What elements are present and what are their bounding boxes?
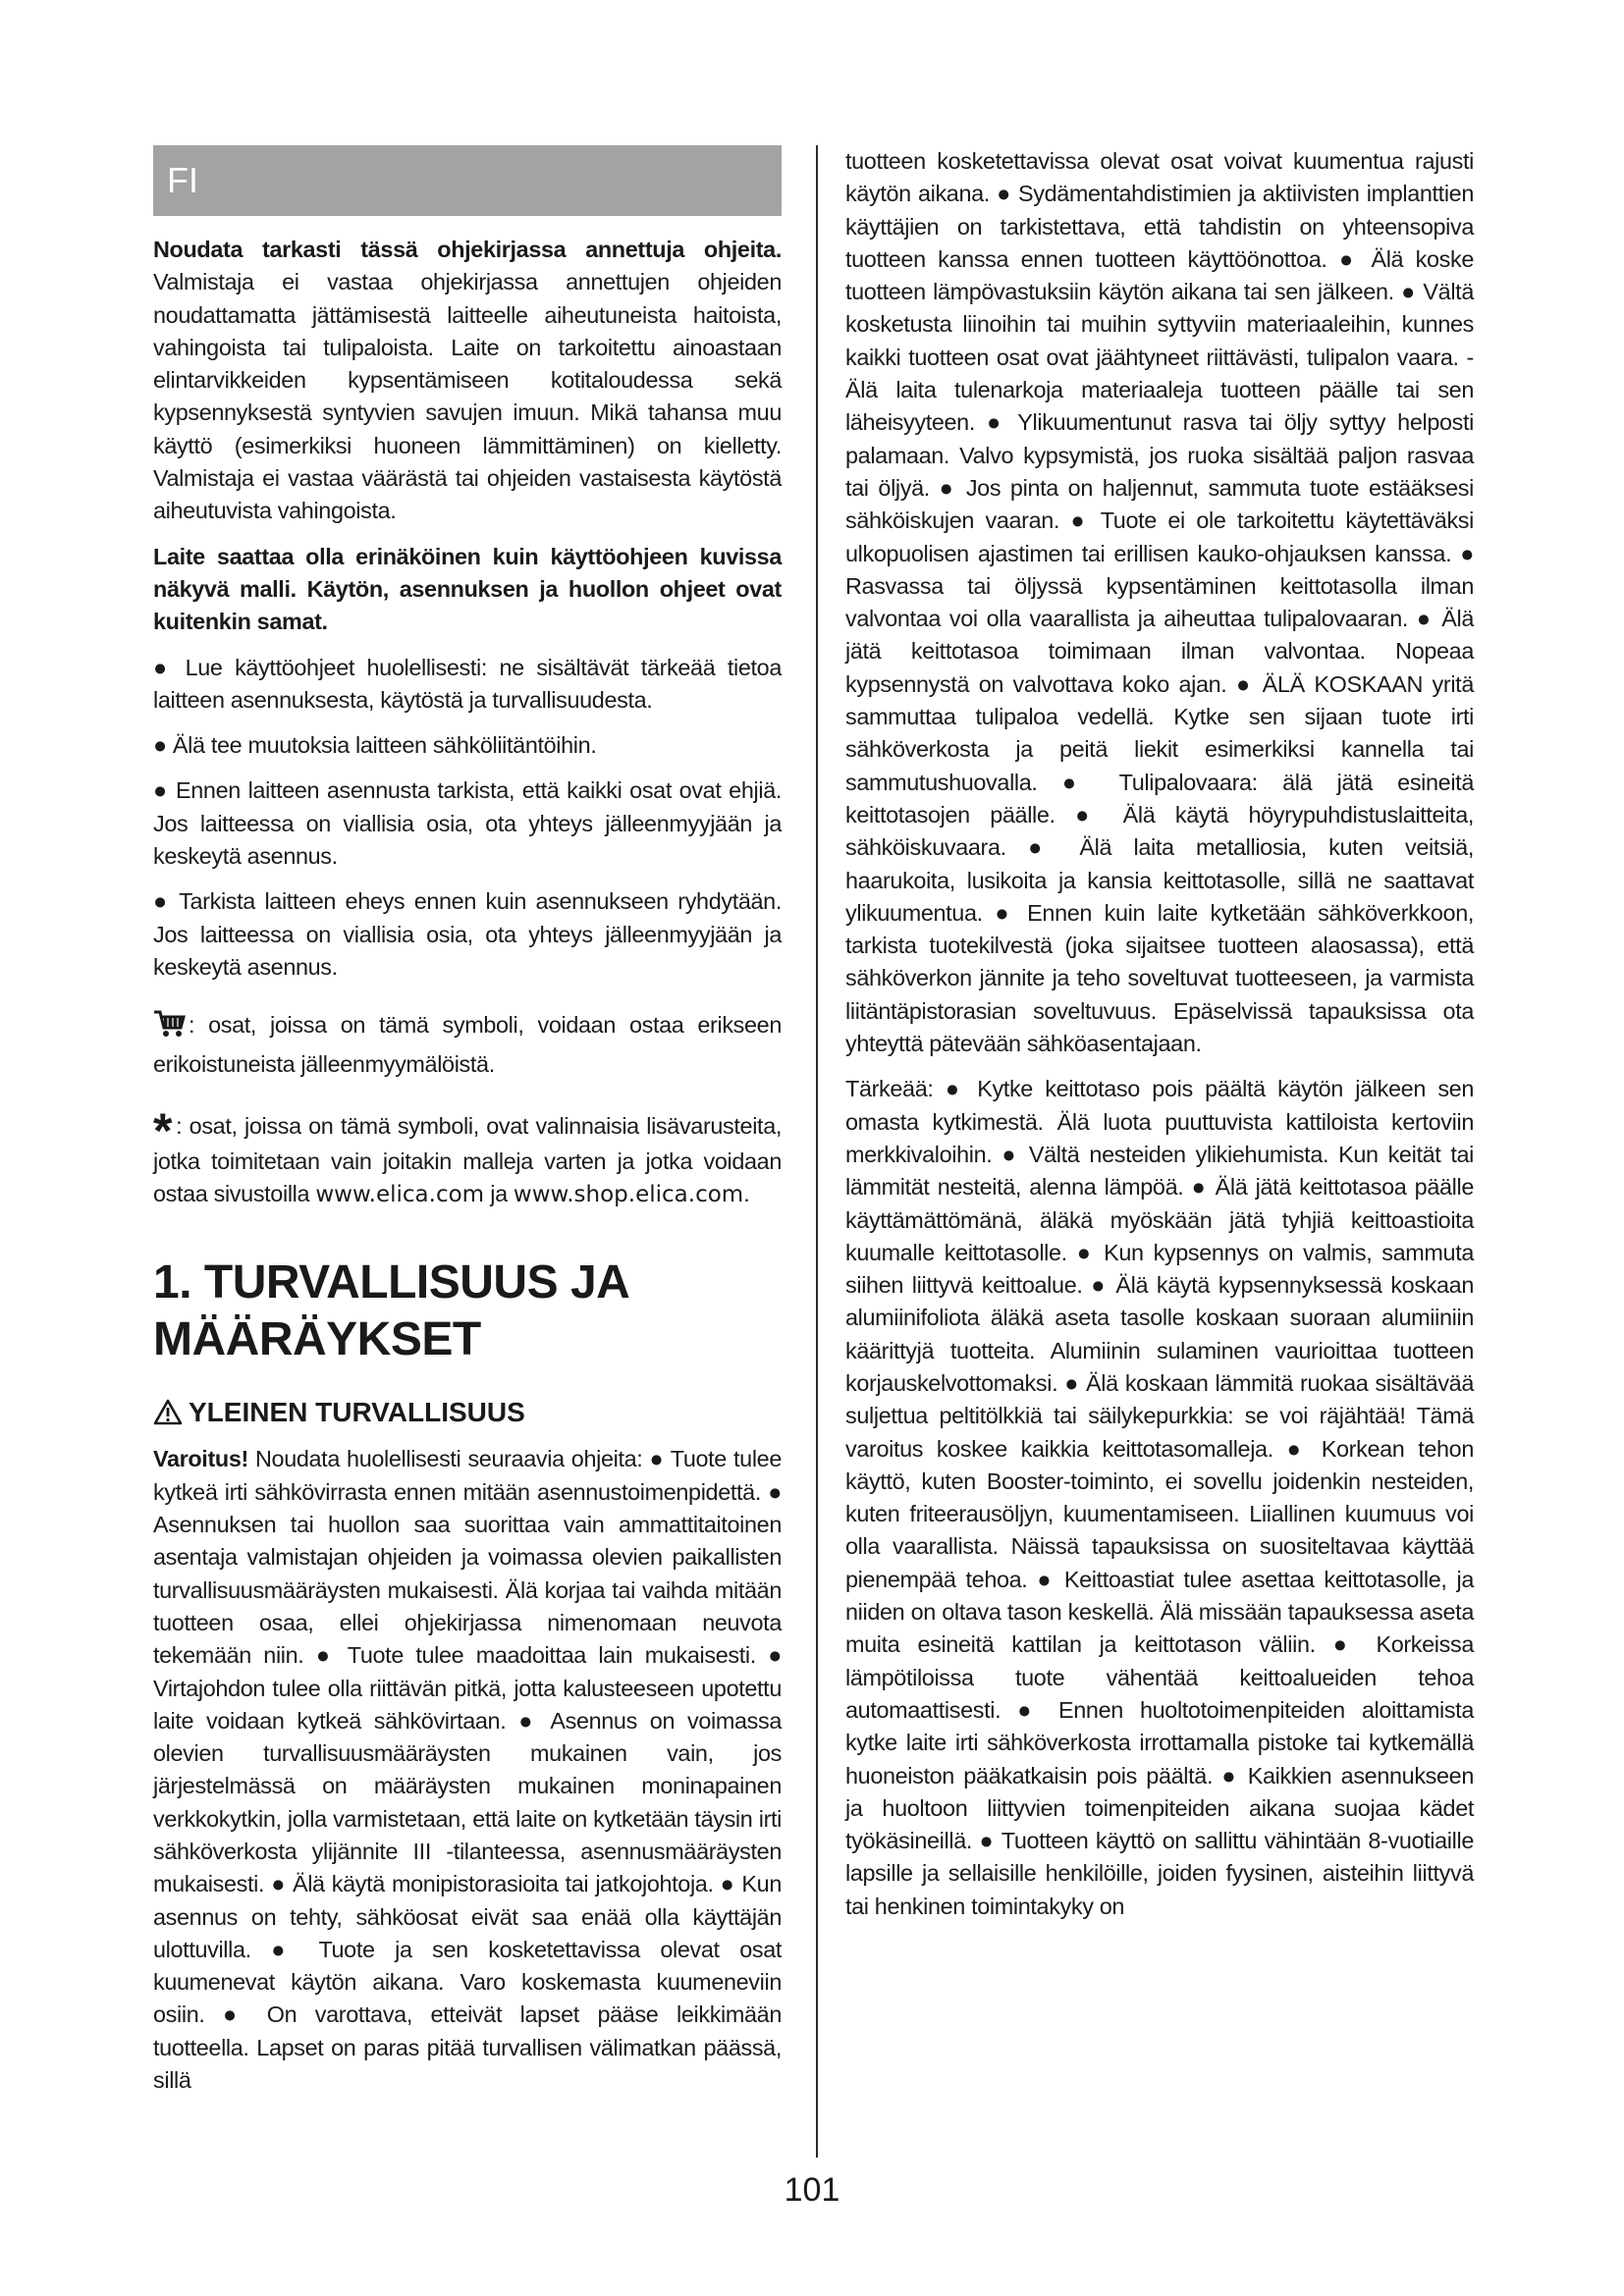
elica-shop-link[interactable]: www.shop.elica.com [513,1182,744,1208]
chapter-title [153,1255,782,1368]
important-paragraph: Tärkeää: ● Kytke keittotaso pois päältä käytön jälkeen sen omasta kytkimestä. Älä luota puuttuvista kattiloista kertoviin merkkivaloihin. ● Vältä nesteiden ylikiehumista. Kun keität tai lämmität nesteitä, alenna lämpöä. ● Älä jätä keittotasoa päälle käyttämättömänä, äläkä myöskään jätä tyhjiä keittoastioita kuumalle keittotasolle. ● Kun kypsennys on valmis, sammuta siihen liittyvä keittoalue. ● Älä käytä kypsennyksessä koskaan alumiinifoliota äläkä aseta tasolle koskaan suoraan alumiiniin käärittyjä tuotteita. Alumiinin sulaminen vaurioittaa tuotteen korjauskelvottomaksi. ● Älä koskaan lämmitä ruokaa sisältävää suljettua peltitölkkiä tai säilykepurkkia: se voi räjähtää! Tämä varoitus koskee kaikkia keittotasomalleja. ● Korkean tehon käyttö, kuten Booster-toiminto, ei sovellu joidenkin nesteiden, kuten friteerausöljyn, kuumentamiseen. Liiallinen kuumuus voi olla vaarallista. Näissä tapauksissa on suositeltavaa käyttää pienempää tehoa. ● Keittoastiat tulee asettaa keittotasolle, ja niiden on oltava tason keskellä. Älä missään tapauksessa aseta muita esineitä kattilan ja keittotason väliin. ● Korkeissa lämpötiloissa tuote vähentää keittoalueiden tehoa automaattisesti. ● Ennen huoltotoimenpiteiden aloittamista kytke laite irti sähköverkosta irrottamalla pistoke tai kytkemällä huoneiston pääkatkaisin pois päältä. ● Kaikkien asennukseen ja huoltoon liittyvien toimenpiteiden aikana suojaa kädet työkäsineillä. ● Tuotteen käyttö on sallittu vähintään 8-vuotiaille lapsille ja sellaisille henkilöille, joiden fyysinen, aisteihin liittyvä tai henkinen toimintakyky on [845,1076,1474,1919]
warning-label: Varoitus! [153,1446,248,1472]
page-number: 101 [784,2171,840,2209]
shopping-cart-icon [153,1009,187,1047]
model-note-text: Laite saattaa olla erinäköinen kuin käyttöohjeen kuvissa näkyvä malli. Käytön, asennuksen ja huollon ohjeet ovat kuitenkin samat. [153,543,782,635]
and-word: ja [490,1181,508,1207]
warning-text: Noudata huolellisesti seuraavia ohjeita: ● Tuote tulee kytkeä irti sähkövirrasta ennen mitään asennustoimenpidettä. ● Asennuksen tai huollon saa suorittaa vain ammattitaitoinen asentaja valmistajan ohjeiden ja voimassa olevien paikallisten turvallisuusmääräysten mukaisesti. Älä korjaa tai vaihda mitään tuotteen osaa, ellei ohjekirjassa nimenomaan neuvota tekemään niin. ● Tuote tulee maadoittaa lain mukaisesti. ● Virtajohdon tulee olla riittävän pitkä, jotta kalusteeseen upotettu laite voidaan kytkeä sähkövirtaan. ● Asennus on voimassa olevien turvallisuusmääräysten mukainen vain, jos järjestelmässä on määräysten mukainen moninapainen verkkokytkin, jolla varmistetaan, että laite on kytketään täysin irti sähköverkosta ylijännite III -tilanteessa, asennusmääräysten mukaisesti. ● Älä käytä monipistorasioita tai jatkojohtoja. ● Kun asennus on tehty, sähköosat eivät saa enää olla käyttäjän ulottuvilla. ● Tuote ja sen kosketettavissa olevat osat kuumenevat käytön aikana. Varo koskemasta kuumeneviin osiin. ● On varottava, etteivät lapset pääse leikkimään tuotteella. Lapset on paras pitää turvallisen välimatkan päässä, sillä [153,1446,782,2094]
elica-link[interactable]: www.elica.com [315,1182,485,1208]
left-column [153,145,782,2109]
asterisk-icon: * [153,1102,173,1158]
section-title-text: YLEINEN TURVALLISUUS [189,1397,525,1428]
star-note [153,1102,782,1212]
star-note-text: : osat, joissa on tämä symboli, ovat valinnaisia lisävarusteita, jotka toimitetaan vain joitakin malleja varten ja jotka voidaan ostaa sivustoilla [153,1112,782,1207]
intro-paragraph [153,234,782,528]
model-note [153,541,782,639]
url-end: . [743,1181,750,1207]
chapter-title-line2: MÄÄRÄYKSET [153,1313,481,1366]
warning-icon [153,1399,183,1433]
column-divider [816,145,818,2158]
bullet-item: ● Älä tee muutoksia laitteen sähköliitäntöihin. [153,732,597,759]
cart-note-text: : osat, joissa on tämä symboli, voidaan ostaa erikseen erikoistuneista jälleenmyymälöistä. [153,1012,782,1077]
intro-text: Valmistaja ei vastaa ohjekirjassa annettujen ohjeiden noudattamatta jättämisestä laitteelle aiheutuneista haitoista, vahingoista tai tulipaloista. Laite on tarkoitettu ainoastaan elintarvikkeiden kypsentämiseen kotitaloudessa sekä kypsennyksestä syntyvien savujen imuun. Mikä tahansa muu käyttö (esimerkiksi huoneen lämmittäminen) on kielletty. Valmistaja ei vastaa väärästä tai ohjeiden vastaisesta käytöstä aiheutuvista vahingoista. [153,269,782,524]
bullet-item: ● Lue käyttöohjeet huolellisesti: ne sisältävät tärkeää tietoa laitteen asennuksesta, käytöstä ja turvallisuudesta. [153,654,782,713]
bullet-item: ● Tarkista laitteen eheys ennen kuin asennukseen ryhdytään. Jos laitteessa on viallisia osia, ota yhteys jälleenmyyjään ja keskeytä asennus. [153,888,782,980]
right-column [845,145,1474,1936]
chapter-title-line1: 1. TURVALLISUUS JA [153,1256,630,1309]
intro-bold: Noudata tarkasti tässä ohjekirjassa annettuja ohjeita. [153,237,782,262]
section-title [153,1396,782,1433]
language-banner: FI [153,145,782,216]
bullet-item: ● Ennen laitteen asennusta tarkista, että kaikki osat ovat ehjiä. Jos laitteessa on viallisia osia, ota yhteys jälleenmyyjään ja keskeytä asennus. [153,777,782,870]
warning-paragraph [153,1443,782,2097]
safety-paragraph: tuotteen kosketettavissa olevat osat voivat kuumentua rajusti käytön aikana. ● Sydämentahdistimien ja aktiivisten implanttien käyttäjien on tarkistettava, että tahdistin on yhteensopiva tuotteen kanssa ennen tuotteen käyttöönottoa. ● Älä koske tuotteen lämpövastuksiin käytön aikana tai sen jälkeen. ● Vältä kosketusta liinoihin tai muihin syttyviin materiaaleihin, kunnes kaikki tuotteen osat ovat jäähtyneet riittävästi, tulipalon vaara. - Älä laita tulenarkoja materiaaleja tuotteen päälle tai sen läheisyyteen. ● Ylikuumentunut rasva tai öljy syttyy helposti palamaan. Valvo kypsymistä, jos ruoka sisältää paljon rasvaa tai öljyä. ● Jos pinta on haljennut, sammuta tuote estääksesi sähköiskujen vaaran. ● Tuote ei ole tarkoitettu käytettäväksi ulkopuolisen ajastimen tai erillisen kauko-ohjauksen kanssa. ● Rasvassa tai öljyssä kypsentäminen keittotasolla ilman valvontaa voi olla vaarallista ja aiheuttaa tulipalovaaran. ● Älä jätä keittotasoa toimimaan ilman valvontaa. Nopeaa kypsennystä on valvottava koko ajan. ● ÄLÄ KOSKAAN yritä sammuttaa tulipaloa vedellä. Kytke sen sijaan tuote irti sähköverkosta ja peitä liekit esimerkiksi kannella tai sammutushuovalla. ● Tulipalovaara: älä jätä esineitä keittotasojen päälle. ● Älä käytä höyrypuhdistuslaitteita, sähköiskuvaara. ● Älä laita metalliosia, kuten veitsiä, haarukoita, lusikoita ja kansia keittotasolle, sillä ne saattavat ylikuumentua. ● Ennen kuin laite kytketään sähköverkkoon, tarkista tuotekilvestä (joka sijaitsee tuotteen alaosassa), että sähköverkon jännite ja teho soveltuvat tuotteeseen, ja varmista liitäntäpistorasian soveltuvuus. Epäselvissä tapauksissa ota yhteyttä pätevään sähköasentajaan. [845,148,1474,1057]
cart-note [153,1009,782,1081]
